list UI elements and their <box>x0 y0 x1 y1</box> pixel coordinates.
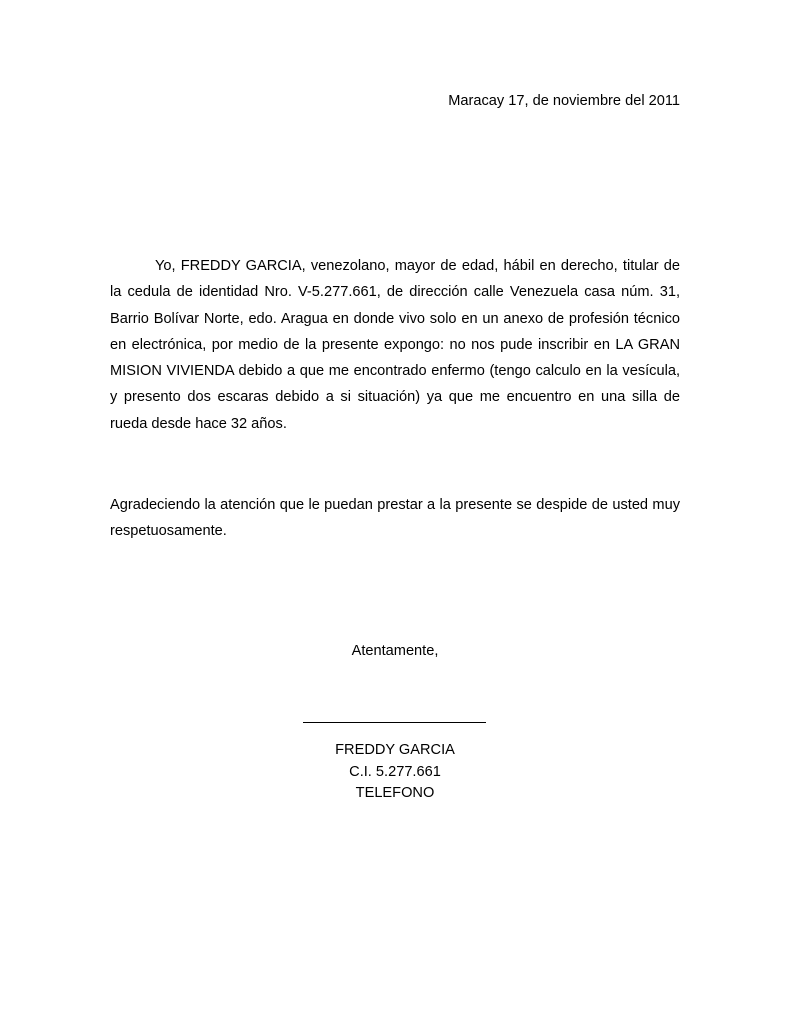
signature-line <box>303 722 486 723</box>
signer-block <box>300 740 490 805</box>
signer-name: FREDDY GARCIA <box>335 742 455 758</box>
letter-closing: Atentamente, <box>351 643 439 659</box>
letter-date: Maracay 17, de noviembre del 2011 <box>448 93 680 109</box>
signer-phone-label: TELEFONO <box>355 785 435 801</box>
letter-body-paragraph: Yo, FREDDY GARCIA, venezolano, mayor de edad, hábil en derecho, titular de la cedula de identidad Nro. V-5.277.661, de dirección calle Venezuela casa núm. 31, Barrio Bolívar Norte, edo. Aragua en donde vivo solo en un anexo de profesión técnico en electrónica, por medio de la presente expongo: no nos pude inscribir en LA GRAN MISION VIVIENDA debido a que me encontrado enfermo (tengo calculo en la vesícula, y presento dos escaras debido a si situación) ya que me encuentro en una silla de rueda desde hace 32 años. <box>110 258 680 432</box>
letter-farewell-paragraph: Agradeciendo la atención que le puedan prestar a la presente se despide de usted muy respetuosamente. <box>110 497 680 540</box>
signer-id-number: C.I. 5.277.661 <box>349 763 441 780</box>
